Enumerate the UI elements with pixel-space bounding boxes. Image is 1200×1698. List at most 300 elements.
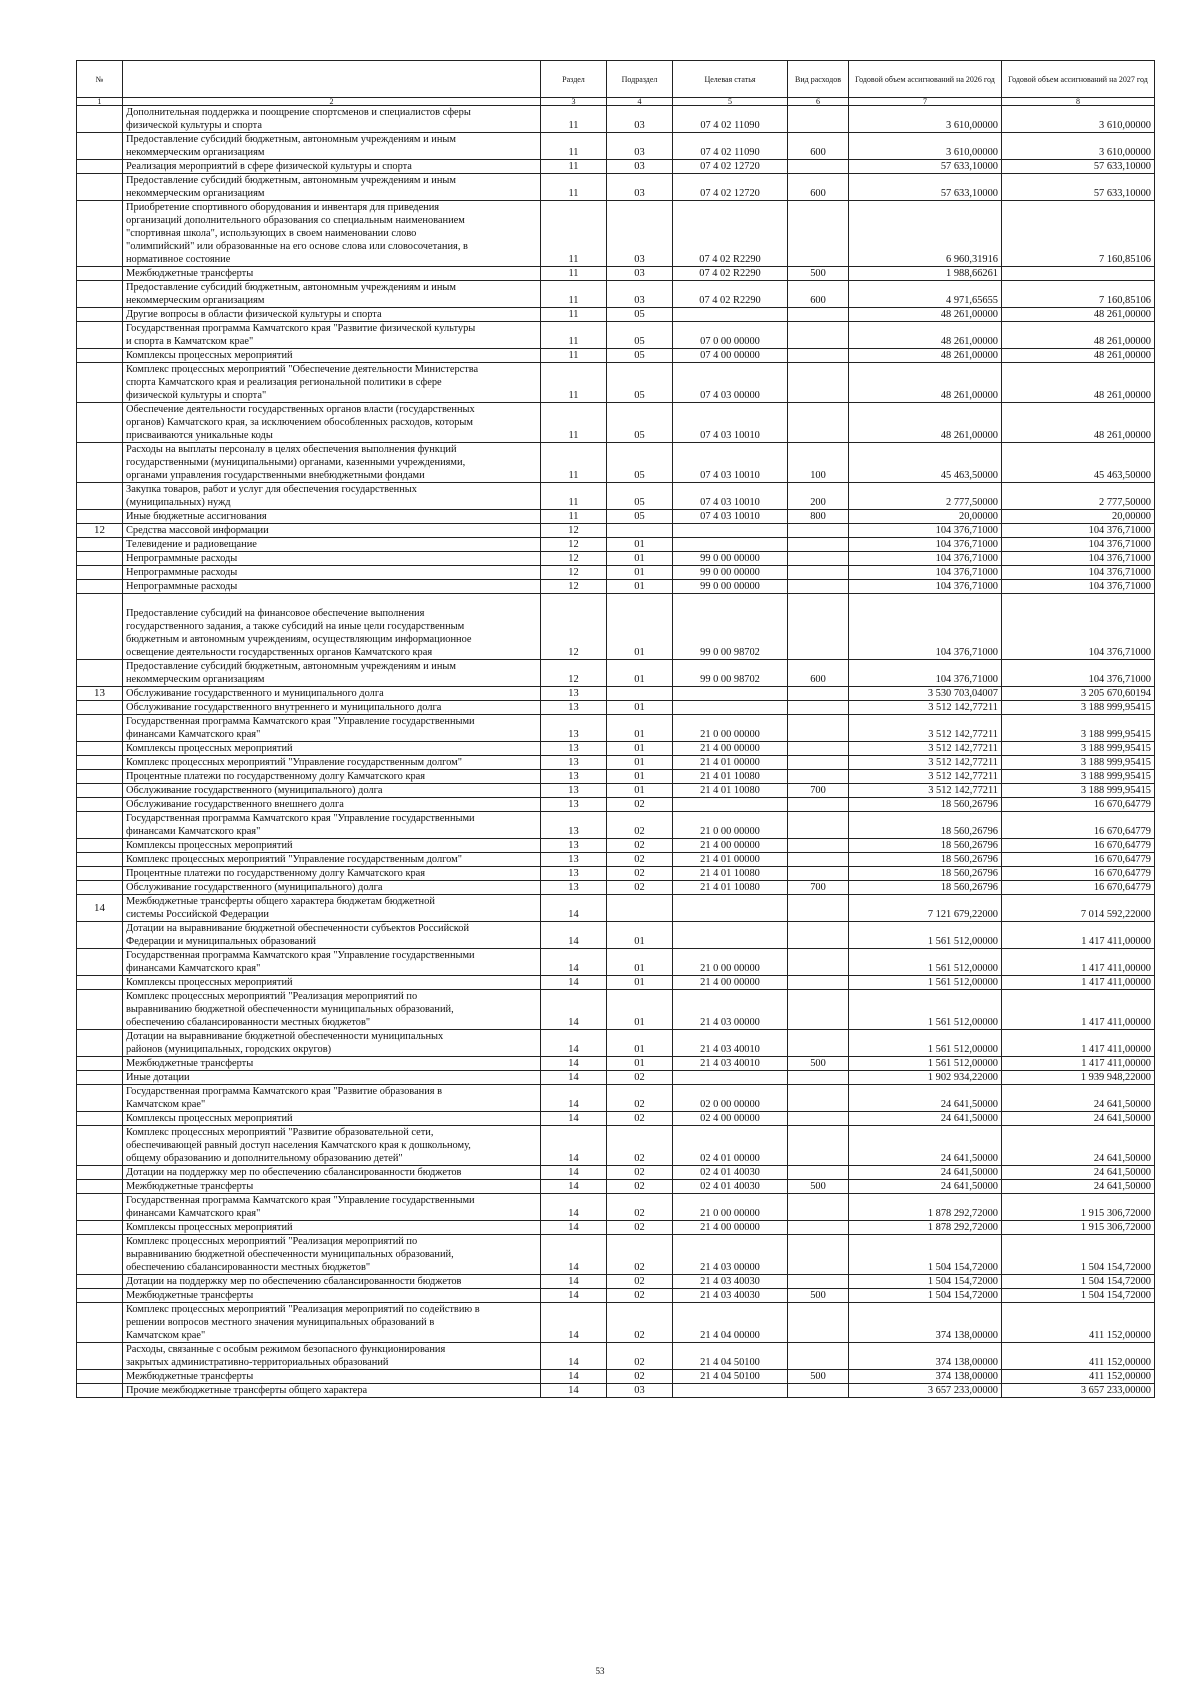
row-razdel: 13 — [541, 881, 607, 895]
table-row — [77, 1275, 1155, 1289]
row-number — [77, 308, 123, 322]
row-expense-type: 200 — [788, 483, 849, 510]
row-podrazdel: 01 — [607, 594, 673, 660]
row-amount-2027: 16 670,64779 — [1002, 867, 1155, 881]
row-podrazdel: 02 — [607, 1303, 673, 1343]
row-target-article: 21 4 04 50100 — [673, 1370, 788, 1384]
row-expense-type: 500 — [788, 267, 849, 281]
row-razdel: 11 — [541, 322, 607, 349]
row-number — [77, 133, 123, 160]
row-expense-type — [788, 552, 849, 566]
row-target-article: 99 0 00 98702 — [673, 660, 788, 687]
row-amount-2027: 48 261,00000 — [1002, 308, 1155, 322]
row-expense-type: 500 — [788, 1289, 849, 1303]
row-number — [77, 267, 123, 281]
row-podrazdel: 02 — [607, 1166, 673, 1180]
table-row — [77, 1126, 1155, 1166]
table-row — [77, 715, 1155, 742]
row-target-article — [673, 1071, 788, 1085]
row-razdel: 12 — [541, 524, 607, 538]
row-amount-2026: 3 512 142,77211 — [849, 770, 1002, 784]
row-amount-2027: 1 915 306,72000 — [1002, 1221, 1155, 1235]
row-razdel: 12 — [541, 552, 607, 566]
row-razdel: 14 — [541, 1343, 607, 1370]
budget-rows — [77, 106, 1155, 1398]
row-name: Обслуживание государственного внутреннего и муниципального долга — [123, 701, 541, 715]
row-amount-2026: 3 512 142,77211 — [849, 715, 1002, 742]
col-header-expense-type: Вид расходов — [788, 61, 849, 98]
row-expense-type — [788, 201, 849, 267]
row-amount-2027: 3 188 999,95415 — [1002, 770, 1155, 784]
row-amount-2027: 16 670,64779 — [1002, 839, 1155, 853]
row-number — [77, 798, 123, 812]
row-podrazdel: 02 — [607, 1275, 673, 1289]
row-target-article — [673, 1384, 788, 1398]
row-target-article: 21 4 04 50100 — [673, 1343, 788, 1370]
row-name: Предоставление субсидий бюджетным, автономным учреждениям и иным некоммерческим организациям — [123, 174, 541, 201]
row-podrazdel: 02 — [607, 1126, 673, 1166]
table-row — [77, 1343, 1155, 1370]
row-razdel: 13 — [541, 867, 607, 881]
column-number-row — [77, 98, 1155, 106]
row-target-article: 07 4 00 00000 — [673, 349, 788, 363]
row-podrazdel: 02 — [607, 1180, 673, 1194]
row-amount-2026: 3 512 142,77211 — [849, 784, 1002, 798]
row-expense-type: 600 — [788, 660, 849, 687]
row-number — [77, 1126, 123, 1166]
colnum: 3 — [541, 98, 607, 106]
page-number: 53 — [595, 1666, 605, 1676]
row-number — [77, 201, 123, 267]
row-amount-2027: 48 261,00000 — [1002, 363, 1155, 403]
row-expense-type — [788, 1275, 849, 1289]
row-amount-2026: 3 512 142,77211 — [849, 742, 1002, 756]
table-row — [77, 1085, 1155, 1112]
row-target-article: 21 0 00 00000 — [673, 715, 788, 742]
row-amount-2026: 1 504 154,72000 — [849, 1289, 1002, 1303]
table-row — [77, 1289, 1155, 1303]
row-amount-2027: 1 417 411,00000 — [1002, 949, 1155, 976]
row-amount-2026: 104 376,71000 — [849, 594, 1002, 660]
row-razdel: 14 — [541, 895, 607, 922]
row-name: Непрограммные расходы — [123, 552, 541, 566]
row-amount-2026: 104 376,71000 — [849, 552, 1002, 566]
row-razdel: 11 — [541, 483, 607, 510]
colnum: 8 — [1002, 98, 1155, 106]
row-amount-2026: 1 561 512,00000 — [849, 976, 1002, 990]
row-amount-2027: 48 261,00000 — [1002, 403, 1155, 443]
table-row — [77, 160, 1155, 174]
row-expense-type — [788, 322, 849, 349]
row-target-article: 21 0 00 00000 — [673, 1194, 788, 1221]
row-amount-2027 — [1002, 267, 1155, 281]
table-row — [77, 1180, 1155, 1194]
row-amount-2026: 1 561 512,00000 — [849, 1030, 1002, 1057]
row-amount-2026: 45 463,50000 — [849, 443, 1002, 483]
row-amount-2026: 104 376,71000 — [849, 524, 1002, 538]
row-podrazdel: 05 — [607, 443, 673, 483]
row-number — [77, 715, 123, 742]
row-target-article: 21 4 00 00000 — [673, 976, 788, 990]
row-podrazdel: 05 — [607, 308, 673, 322]
row-amount-2027: 7 014 592,22000 — [1002, 895, 1155, 922]
table-row — [77, 756, 1155, 770]
row-target-article: 21 4 03 40030 — [673, 1289, 788, 1303]
table-row — [77, 594, 1155, 660]
row-razdel: 14 — [541, 1071, 607, 1085]
row-razdel: 13 — [541, 701, 607, 715]
table-row — [77, 106, 1155, 133]
row-number — [77, 281, 123, 308]
row-podrazdel: 02 — [607, 798, 673, 812]
row-amount-2027: 3 188 999,95415 — [1002, 742, 1155, 756]
row-razdel: 14 — [541, 1126, 607, 1166]
row-name: Обслуживание государственного (муниципального) долга — [123, 881, 541, 895]
row-number — [77, 881, 123, 895]
row-name: Непрограммные расходы — [123, 566, 541, 580]
table-row — [77, 949, 1155, 976]
table-row — [77, 443, 1155, 483]
row-name: Обслуживание государственного (муниципального) долга — [123, 784, 541, 798]
row-podrazdel: 01 — [607, 976, 673, 990]
row-razdel: 14 — [541, 990, 607, 1030]
row-number — [77, 403, 123, 443]
row-name: Закупка товаров, работ и услуг для обеспечения государственных (муниципальных) нужд — [123, 483, 541, 510]
row-razdel: 11 — [541, 267, 607, 281]
row-razdel: 14 — [541, 1275, 607, 1289]
row-target-article: 21 0 00 00000 — [673, 949, 788, 976]
row-razdel: 11 — [541, 363, 607, 403]
row-podrazdel: 02 — [607, 839, 673, 853]
table-row — [77, 742, 1155, 756]
row-number — [77, 812, 123, 839]
row-number — [77, 1343, 123, 1370]
colnum: 1 — [77, 98, 123, 106]
table-row — [77, 1194, 1155, 1221]
row-podrazdel: 02 — [607, 881, 673, 895]
row-amount-2026: 2 777,50000 — [849, 483, 1002, 510]
table-row — [77, 1221, 1155, 1235]
row-target-article: 99 0 00 00000 — [673, 580, 788, 594]
table-row — [77, 483, 1155, 510]
row-target-article: 21 4 01 10080 — [673, 784, 788, 798]
row-amount-2027: 104 376,71000 — [1002, 566, 1155, 580]
row-podrazdel: 01 — [607, 1057, 673, 1071]
row-razdel: 13 — [541, 798, 607, 812]
row-name: Дотации на выравнивание бюджетной обеспеченности субъектов Российской Федерации и муниципальных образований — [123, 922, 541, 949]
row-podrazdel — [607, 895, 673, 922]
row-name: Иные дотации — [123, 1071, 541, 1085]
table-row — [77, 308, 1155, 322]
row-target-article: 21 4 01 10080 — [673, 770, 788, 784]
row-podrazdel: 02 — [607, 1085, 673, 1112]
row-number: 12 — [77, 524, 123, 538]
row-amount-2027: 2 777,50000 — [1002, 483, 1155, 510]
row-number — [77, 106, 123, 133]
row-podrazdel: 01 — [607, 538, 673, 552]
colnum: 7 — [849, 98, 1002, 106]
row-target-article: 21 4 01 00000 — [673, 756, 788, 770]
row-target-article: 02 0 00 00000 — [673, 1085, 788, 1112]
row-number — [77, 1112, 123, 1126]
row-amount-2026: 48 261,00000 — [849, 322, 1002, 349]
table-row — [77, 133, 1155, 160]
row-expense-type — [788, 1194, 849, 1221]
row-name: Комплексы процессных мероприятий — [123, 349, 541, 363]
table-row — [77, 1303, 1155, 1343]
row-podrazdel: 02 — [607, 853, 673, 867]
colnum: 5 — [673, 98, 788, 106]
row-razdel: 13 — [541, 742, 607, 756]
row-expense-type: 600 — [788, 281, 849, 308]
row-amount-2026: 18 560,26796 — [849, 812, 1002, 839]
row-name: Межбюджетные трансферты — [123, 1057, 541, 1071]
row-amount-2026: 48 261,00000 — [849, 308, 1002, 322]
row-number — [77, 363, 123, 403]
row-name: Обеспечение деятельности государственных органов власти (государственных органов) Камчатского края, за исключением обособленных расходов, которым присваиваются уникальные коды — [123, 403, 541, 443]
row-target-article: 21 4 01 10080 — [673, 881, 788, 895]
row-podrazdel: 03 — [607, 1384, 673, 1398]
col-header-no: № — [77, 61, 123, 98]
row-amount-2026: 6 960,31916 — [849, 201, 1002, 267]
row-target-article: 99 0 00 00000 — [673, 552, 788, 566]
row-name: Комплекс процессных мероприятий "Управление государственным долгом" — [123, 853, 541, 867]
row-number — [77, 1303, 123, 1343]
row-podrazdel: 03 — [607, 201, 673, 267]
row-name: Комплекс процессных мероприятий "Управление государственным долгом" — [123, 756, 541, 770]
row-target-article: 07 4 03 10010 — [673, 443, 788, 483]
row-number — [77, 1221, 123, 1235]
row-podrazdel: 02 — [607, 1235, 673, 1275]
row-number — [77, 660, 123, 687]
table-row — [77, 1370, 1155, 1384]
row-number: 13 — [77, 687, 123, 701]
row-name: Обслуживание государственного и муниципального долга — [123, 687, 541, 701]
row-name: Межбюджетные трансферты общего характера бюджетам бюджетной системы Российской Федерации — [123, 895, 541, 922]
row-amount-2027: 411 152,00000 — [1002, 1370, 1155, 1384]
row-razdel: 14 — [541, 1289, 607, 1303]
row-podrazdel: 01 — [607, 990, 673, 1030]
row-razdel: 11 — [541, 510, 607, 524]
table-row — [77, 552, 1155, 566]
col-header-razdel: Раздел — [541, 61, 607, 98]
colnum: 2 — [123, 98, 541, 106]
row-expense-type — [788, 853, 849, 867]
row-number — [77, 976, 123, 990]
row-razdel: 14 — [541, 1221, 607, 1235]
row-razdel: 12 — [541, 580, 607, 594]
row-expense-type — [788, 756, 849, 770]
row-podrazdel — [607, 524, 673, 538]
row-razdel: 13 — [541, 839, 607, 853]
row-target-article: 07 0 00 00000 — [673, 322, 788, 349]
row-name: Дотации на выравнивание бюджетной обеспеченности муниципальных районов (муниципальных, городских округов) — [123, 1030, 541, 1057]
row-number — [77, 322, 123, 349]
row-expense-type — [788, 922, 849, 949]
row-podrazdel: 03 — [607, 133, 673, 160]
table-row — [77, 1030, 1155, 1057]
row-target-article: 21 4 03 40010 — [673, 1030, 788, 1057]
row-amount-2027: 3 188 999,95415 — [1002, 756, 1155, 770]
row-amount-2027: 104 376,71000 — [1002, 580, 1155, 594]
row-target-article: 21 4 03 00000 — [673, 1235, 788, 1275]
table-row — [77, 990, 1155, 1030]
row-expense-type — [788, 687, 849, 701]
row-expense-type — [788, 538, 849, 552]
row-amount-2026: 24 641,50000 — [849, 1180, 1002, 1194]
row-name: Комплексы процессных мероприятий — [123, 1221, 541, 1235]
row-number — [77, 1289, 123, 1303]
table-row — [77, 1235, 1155, 1275]
table-row — [77, 812, 1155, 839]
table-row — [77, 701, 1155, 715]
row-razdel: 14 — [541, 1057, 607, 1071]
row-podrazdel: 05 — [607, 349, 673, 363]
row-razdel: 14 — [541, 1166, 607, 1180]
row-number — [77, 552, 123, 566]
row-razdel: 14 — [541, 976, 607, 990]
row-podrazdel: 03 — [607, 174, 673, 201]
table-row — [77, 363, 1155, 403]
row-number: 14 — [77, 895, 123, 922]
row-expense-type — [788, 895, 849, 922]
row-razdel: 14 — [541, 1180, 607, 1194]
row-expense-type — [788, 1030, 849, 1057]
row-expense-type — [788, 1221, 849, 1235]
table-row — [77, 1166, 1155, 1180]
row-expense-type — [788, 1085, 849, 1112]
table-row — [77, 895, 1155, 922]
row-number — [77, 853, 123, 867]
row-amount-2027: 3 610,00000 — [1002, 133, 1155, 160]
row-podrazdel: 01 — [607, 756, 673, 770]
row-expense-type: 500 — [788, 1180, 849, 1194]
row-target-article: 21 4 04 00000 — [673, 1303, 788, 1343]
col-header-podrazdel: Подраздел — [607, 61, 673, 98]
row-razdel: 12 — [541, 538, 607, 552]
row-podrazdel: 01 — [607, 580, 673, 594]
row-expense-type — [788, 798, 849, 812]
row-amount-2027: 1 504 154,72000 — [1002, 1235, 1155, 1275]
row-amount-2027: 1 939 948,22000 — [1002, 1071, 1155, 1085]
row-expense-type — [788, 594, 849, 660]
table-row — [77, 839, 1155, 853]
row-amount-2027: 104 376,71000 — [1002, 524, 1155, 538]
table-row — [77, 976, 1155, 990]
row-number — [77, 1057, 123, 1071]
row-razdel: 11 — [541, 133, 607, 160]
row-amount-2027: 7 160,85106 — [1002, 281, 1155, 308]
row-razdel: 11 — [541, 443, 607, 483]
row-amount-2026: 18 560,26796 — [849, 798, 1002, 812]
row-amount-2027: 1 417 411,00000 — [1002, 1030, 1155, 1057]
row-number — [77, 1275, 123, 1289]
table-row — [77, 403, 1155, 443]
row-razdel: 14 — [541, 949, 607, 976]
row-podrazdel: 02 — [607, 1370, 673, 1384]
table-row — [77, 580, 1155, 594]
row-number — [77, 1384, 123, 1398]
row-name: Комплекс процессных мероприятий "Реализация мероприятий по содействию в решении вопросов местного значения муниципальных образований в Камчатском крае" — [123, 1303, 541, 1343]
colnum: 4 — [607, 98, 673, 106]
row-target-article: 02 4 01 40030 — [673, 1166, 788, 1180]
row-amount-2027: 45 463,50000 — [1002, 443, 1155, 483]
row-amount-2026: 18 560,26796 — [849, 867, 1002, 881]
row-podrazdel: 05 — [607, 322, 673, 349]
row-target-article: 99 0 00 98702 — [673, 594, 788, 660]
row-amount-2027: 411 152,00000 — [1002, 1343, 1155, 1370]
row-name: Процентные платежи по государственному долгу Камчатского края — [123, 867, 541, 881]
table-row — [77, 1384, 1155, 1398]
table-row — [77, 770, 1155, 784]
row-expense-type: 500 — [788, 1057, 849, 1071]
row-razdel: 14 — [541, 1112, 607, 1126]
row-number — [77, 1071, 123, 1085]
row-podrazdel: 01 — [607, 922, 673, 949]
row-target-article: 21 4 03 40010 — [673, 1057, 788, 1071]
row-expense-type — [788, 770, 849, 784]
row-number — [77, 742, 123, 756]
table-row — [77, 201, 1155, 267]
row-expense-type: 100 — [788, 443, 849, 483]
row-target-article — [673, 687, 788, 701]
row-amount-2026: 1 988,66261 — [849, 267, 1002, 281]
row-podrazdel: 03 — [607, 267, 673, 281]
row-expense-type — [788, 867, 849, 881]
table-row — [77, 784, 1155, 798]
row-name: Межбюджетные трансферты — [123, 1180, 541, 1194]
row-expense-type — [788, 403, 849, 443]
row-name: Комплексы процессных мероприятий — [123, 1112, 541, 1126]
row-name: Дотации на поддержку мер по обеспечению сбалансированности бюджетов — [123, 1275, 541, 1289]
row-expense-type — [788, 949, 849, 976]
row-name: Предоставление субсидий бюджетным, автономным учреждениям и иным некоммерческим организациям — [123, 281, 541, 308]
table-row — [77, 538, 1155, 552]
row-target-article: 07 4 02 12720 — [673, 174, 788, 201]
row-podrazdel: 01 — [607, 949, 673, 976]
row-expense-type — [788, 715, 849, 742]
row-target-article: 02 4 00 00000 — [673, 1112, 788, 1126]
row-target-article: 07 4 03 00000 — [673, 363, 788, 403]
row-target-article: 07 4 02 R2290 — [673, 267, 788, 281]
row-target-article — [673, 524, 788, 538]
row-amount-2027: 104 376,71000 — [1002, 552, 1155, 566]
row-amount-2026: 24 641,50000 — [849, 1166, 1002, 1180]
row-expense-type — [788, 1112, 849, 1126]
table-row — [77, 1071, 1155, 1085]
table-row — [77, 510, 1155, 524]
row-name: Телевидение и радиовещание — [123, 538, 541, 552]
table-row — [77, 174, 1155, 201]
row-amount-2026: 104 376,71000 — [849, 580, 1002, 594]
row-target-article: 21 4 00 00000 — [673, 742, 788, 756]
row-amount-2026: 1 561 512,00000 — [849, 949, 1002, 976]
row-expense-type: 700 — [788, 881, 849, 895]
row-razdel: 13 — [541, 715, 607, 742]
row-podrazdel: 02 — [607, 1221, 673, 1235]
row-number — [77, 538, 123, 552]
row-expense-type — [788, 1384, 849, 1398]
row-amount-2027: 3 610,00000 — [1002, 106, 1155, 133]
row-razdel: 12 — [541, 660, 607, 687]
row-razdel: 14 — [541, 1370, 607, 1384]
table-row — [77, 922, 1155, 949]
row-amount-2027: 1 504 154,72000 — [1002, 1275, 1155, 1289]
row-amount-2027: 1 417 411,00000 — [1002, 922, 1155, 949]
row-podrazdel: 02 — [607, 1289, 673, 1303]
row-expense-type: 800 — [788, 510, 849, 524]
row-number — [77, 784, 123, 798]
